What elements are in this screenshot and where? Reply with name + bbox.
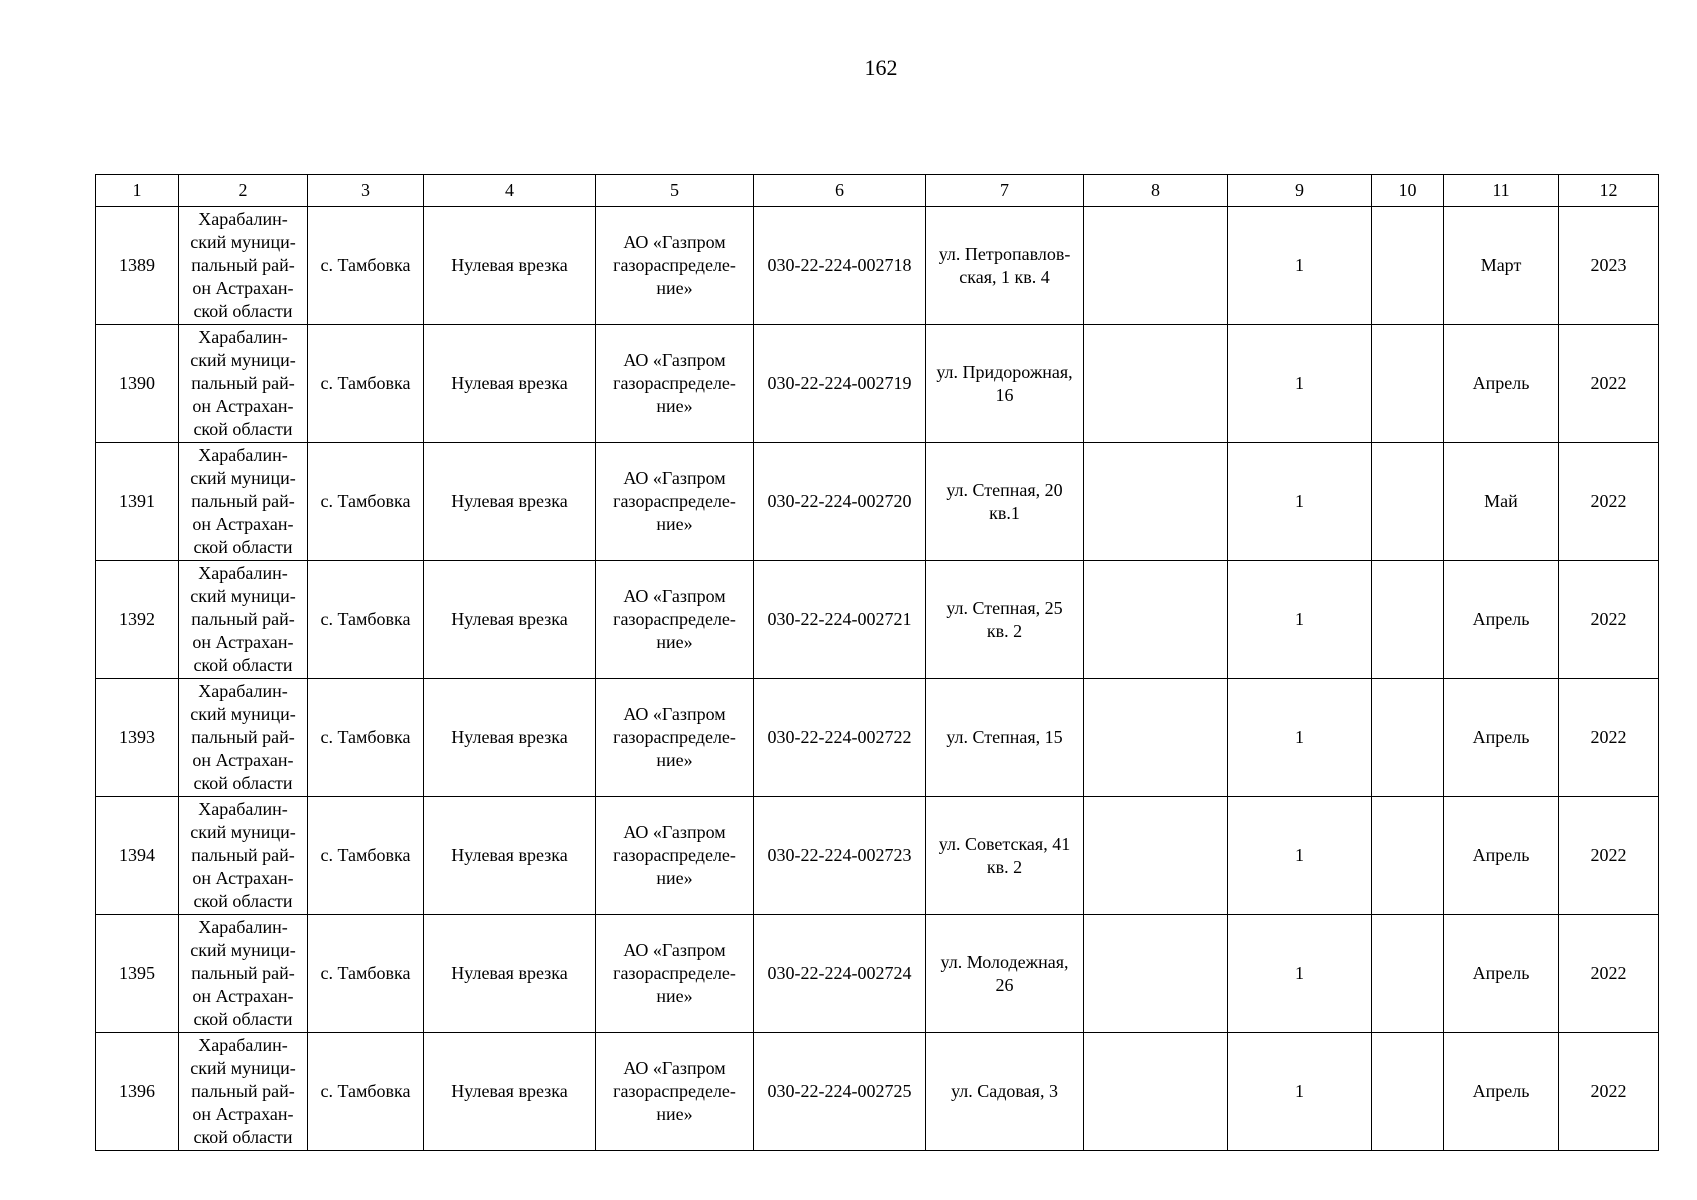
year-cell: 2022 — [1559, 797, 1659, 915]
district-cell — [179, 325, 308, 443]
organization-cell — [596, 1033, 754, 1151]
row-number: 1396 — [96, 1033, 179, 1151]
district-line: ской области — [193, 301, 293, 321]
district-line: он Астрахан- — [192, 396, 294, 416]
district-line: Харабалин- — [198, 209, 288, 229]
col10-cell — [1372, 915, 1444, 1033]
organization-line: АО «Газпром — [623, 468, 726, 488]
col10-cell — [1372, 561, 1444, 679]
count-cell: 1 — [1228, 561, 1372, 679]
organization-cell — [596, 561, 754, 679]
table-row — [96, 207, 1659, 325]
organization-line: ние» — [656, 632, 693, 652]
col10-cell — [1372, 325, 1444, 443]
month-cell: Март — [1444, 207, 1559, 325]
organization-line: газораспределе- — [613, 255, 736, 275]
code-cell: 030-22-224-002725 — [754, 1033, 926, 1151]
organization-line: газораспределе- — [613, 727, 736, 747]
organization-cell — [596, 679, 754, 797]
address-cell — [926, 915, 1084, 1033]
district-line: он Астрахан- — [192, 632, 294, 652]
work-type-cell: Нулевая врезка — [424, 443, 596, 561]
month-cell: Апрель — [1444, 325, 1559, 443]
district-line: ской области — [193, 419, 293, 439]
organization-line: газораспределе- — [613, 1081, 736, 1101]
organization-cell — [596, 797, 754, 915]
year-cell: 2022 — [1559, 325, 1659, 443]
district-line: пальный рай- — [191, 491, 295, 511]
work-type-cell: Нулевая врезка — [424, 679, 596, 797]
year-cell: 2023 — [1559, 207, 1659, 325]
district-line: ской области — [193, 537, 293, 557]
organization-line: газораспределе- — [613, 845, 736, 865]
count-cell: 1 — [1228, 1033, 1372, 1151]
address-line: ул. Садовая, 3 — [951, 1081, 1058, 1101]
district-cell — [179, 443, 308, 561]
column-header-8: 8 — [1084, 175, 1228, 207]
district-line: ской области — [193, 1127, 293, 1147]
organization-line: газораспределе- — [613, 609, 736, 629]
district-cell — [179, 1033, 308, 1151]
month-cell: Май — [1444, 443, 1559, 561]
table-row — [96, 679, 1659, 797]
row-number: 1393 — [96, 679, 179, 797]
address-line: кв.1 — [989, 502, 1020, 523]
year-cell: 2022 — [1559, 1033, 1659, 1151]
column-header-7: 7 — [926, 175, 1084, 207]
column-header-10: 10 — [1372, 175, 1444, 207]
work-type-cell: Нулевая врезка — [424, 207, 596, 325]
district-line: пальный рай- — [191, 727, 295, 747]
organization-line: ние» — [656, 278, 693, 298]
district-line: Харабалин- — [198, 1035, 288, 1055]
code-cell: 030-22-224-002719 — [754, 325, 926, 443]
code-cell: 030-22-224-002723 — [754, 797, 926, 915]
work-type-cell: Нулевая врезка — [424, 1033, 596, 1151]
organization-line: АО «Газпром — [623, 232, 726, 252]
column-header-3: 3 — [308, 175, 424, 207]
district-line: Харабалин- — [198, 445, 288, 465]
district-line: пальный рай- — [191, 609, 295, 629]
col8-cell — [1084, 561, 1228, 679]
code-cell: 030-22-224-002720 — [754, 443, 926, 561]
district-line: ский муници- — [190, 1058, 296, 1078]
settlement-cell: с. Тамбовка — [308, 679, 424, 797]
district-line: Харабалин- — [198, 327, 288, 347]
month-cell: Апрель — [1444, 915, 1559, 1033]
district-line: Харабалин- — [198, 799, 288, 819]
settlement-cell: с. Тамбовка — [308, 1033, 424, 1151]
district-line: пальный рай- — [191, 373, 295, 393]
district-line: пальный рай- — [191, 255, 295, 275]
district-cell — [179, 679, 308, 797]
month-cell: Апрель — [1444, 561, 1559, 679]
district-line: ский муници- — [190, 822, 296, 842]
organization-line: ние» — [656, 868, 693, 888]
col10-cell — [1372, 679, 1444, 797]
col8-cell — [1084, 325, 1228, 443]
month-cell: Апрель — [1444, 1033, 1559, 1151]
address-cell — [926, 207, 1084, 325]
year-cell: 2022 — [1559, 561, 1659, 679]
work-type-cell: Нулевая врезка — [424, 797, 596, 915]
column-header-2: 2 — [179, 175, 308, 207]
table-row — [96, 561, 1659, 679]
organization-line: ние» — [656, 514, 693, 534]
organization-cell — [596, 325, 754, 443]
code-cell: 030-22-224-002722 — [754, 679, 926, 797]
row-number: 1389 — [96, 207, 179, 325]
district-line: он Астрахан- — [192, 278, 294, 298]
district-line: ской области — [193, 773, 293, 793]
district-cell — [179, 207, 308, 325]
address-line: ул. Советская, 41 — [938, 833, 1071, 854]
table-row — [96, 1033, 1659, 1151]
col10-cell — [1372, 1033, 1444, 1151]
settlement-cell: с. Тамбовка — [308, 443, 424, 561]
organization-line: АО «Газпром — [623, 704, 726, 724]
year-cell: 2022 — [1559, 443, 1659, 561]
year-cell: 2022 — [1559, 915, 1659, 1033]
address-line: кв. 2 — [986, 856, 1023, 877]
count-cell: 1 — [1228, 797, 1372, 915]
address-cell — [926, 561, 1084, 679]
district-cell — [179, 561, 308, 679]
work-type-cell: Нулевая врезка — [424, 325, 596, 443]
address-cell — [926, 443, 1084, 561]
district-line: он Астрахан- — [192, 514, 294, 534]
count-cell: 1 — [1228, 915, 1372, 1033]
month-cell: Апрель — [1444, 679, 1559, 797]
col10-cell — [1372, 443, 1444, 561]
column-header-6: 6 — [754, 175, 926, 207]
district-line: пальный рай- — [191, 1081, 295, 1101]
district-line: он Астрахан- — [192, 750, 294, 770]
table-row — [96, 443, 1659, 561]
col8-cell — [1084, 207, 1228, 325]
settlement-cell: с. Тамбовка — [308, 325, 424, 443]
address-cell — [926, 679, 1084, 797]
header-row — [96, 175, 1659, 207]
district-line: ский муници- — [190, 350, 296, 370]
address-line: ская, 1 кв. 4 — [959, 266, 1050, 287]
district-line: ский муници- — [190, 232, 296, 252]
page-number: 162 — [864, 55, 898, 80]
column-header-4: 4 — [424, 175, 596, 207]
code-cell: 030-22-224-002721 — [754, 561, 926, 679]
district-line: он Астрахан- — [192, 868, 294, 888]
district-line: ской области — [193, 655, 293, 675]
month-cell: Апрель — [1444, 797, 1559, 915]
district-line: он Астрахан- — [192, 986, 294, 1006]
organization-line: газораспределе- — [613, 373, 736, 393]
address-line: ул. Степная, 20 — [946, 479, 1063, 500]
settlement-cell: с. Тамбовка — [308, 797, 424, 915]
row-number: 1394 — [96, 797, 179, 915]
district-line: ской области — [193, 1009, 293, 1029]
organization-cell — [596, 915, 754, 1033]
address-cell — [926, 797, 1084, 915]
address-line: ул. Петропавлов- — [938, 243, 1071, 264]
column-header-1: 1 — [96, 175, 179, 207]
organization-line: АО «Газпром — [623, 1058, 726, 1078]
address-cell — [926, 1033, 1084, 1151]
count-cell: 1 — [1228, 679, 1372, 797]
organization-line: ние» — [656, 1104, 693, 1124]
row-number: 1392 — [96, 561, 179, 679]
organization-line: АО «Газпром — [623, 350, 726, 370]
organization-cell — [596, 207, 754, 325]
count-cell: 1 — [1228, 207, 1372, 325]
settlement-cell: с. Тамбовка — [308, 915, 424, 1033]
work-type-cell: Нулевая врезка — [424, 561, 596, 679]
col8-cell — [1084, 797, 1228, 915]
organization-line: ние» — [656, 750, 693, 770]
organization-line: ние» — [656, 986, 693, 1006]
table-row — [96, 915, 1659, 1033]
address-line: ул. Придорожная, — [936, 361, 1073, 382]
district-line: Харабалин- — [198, 917, 288, 937]
table-row — [96, 325, 1659, 443]
column-header-9: 9 — [1228, 175, 1372, 207]
organization-line: АО «Газпром — [623, 940, 726, 960]
settlement-cell: с. Тамбовка — [308, 561, 424, 679]
settlement-cell: с. Тамбовка — [308, 207, 424, 325]
count-cell: 1 — [1228, 325, 1372, 443]
table-body — [96, 207, 1659, 1151]
col8-cell — [1084, 1033, 1228, 1151]
organization-line: АО «Газпром — [623, 822, 726, 842]
col8-cell — [1084, 915, 1228, 1033]
district-cell — [179, 797, 308, 915]
row-number: 1391 — [96, 443, 179, 561]
address-line: ул. Степная, 15 — [946, 727, 1063, 747]
district-line: пальный рай- — [191, 845, 295, 865]
col10-cell — [1372, 207, 1444, 325]
address-line: 16 — [995, 384, 1014, 405]
table-header — [96, 175, 1659, 207]
address-line: ул. Степная, 25 — [946, 597, 1063, 618]
address-cell — [926, 325, 1084, 443]
district-line: Харабалин- — [198, 681, 288, 701]
district-line: Харабалин- — [198, 563, 288, 583]
organization-line: ние» — [656, 396, 693, 416]
row-number: 1395 — [96, 915, 179, 1033]
organization-line: газораспределе- — [613, 963, 736, 983]
district-line: пальный рай- — [191, 963, 295, 983]
col8-cell — [1084, 679, 1228, 797]
year-cell: 2022 — [1559, 679, 1659, 797]
district-line: ской области — [193, 891, 293, 911]
district-line: он Астрахан- — [192, 1104, 294, 1124]
col10-cell — [1372, 797, 1444, 915]
count-cell: 1 — [1228, 443, 1372, 561]
address-line: 26 — [995, 974, 1014, 995]
district-cell — [179, 915, 308, 1033]
code-cell: 030-22-224-002724 — [754, 915, 926, 1033]
organization-line: газораспределе- — [613, 491, 736, 511]
column-header-5: 5 — [596, 175, 754, 207]
district-line: ский муници- — [190, 468, 296, 488]
data-table — [95, 174, 1659, 1151]
district-line: ский муници- — [190, 704, 296, 724]
district-line: ский муници- — [190, 940, 296, 960]
work-type-cell: Нулевая врезка — [424, 915, 596, 1033]
address-line: ул. Молодежная, — [940, 951, 1069, 972]
address-line: кв. 2 — [986, 620, 1023, 641]
row-number: 1390 — [96, 325, 179, 443]
column-header-12: 12 — [1559, 175, 1659, 207]
organization-line: АО «Газпром — [623, 586, 726, 606]
organization-cell — [596, 443, 754, 561]
col8-cell — [1084, 443, 1228, 561]
table-row — [96, 797, 1659, 915]
column-header-11: 11 — [1444, 175, 1559, 207]
district-line: ский муници- — [190, 586, 296, 606]
code-cell: 030-22-224-002718 — [754, 207, 926, 325]
